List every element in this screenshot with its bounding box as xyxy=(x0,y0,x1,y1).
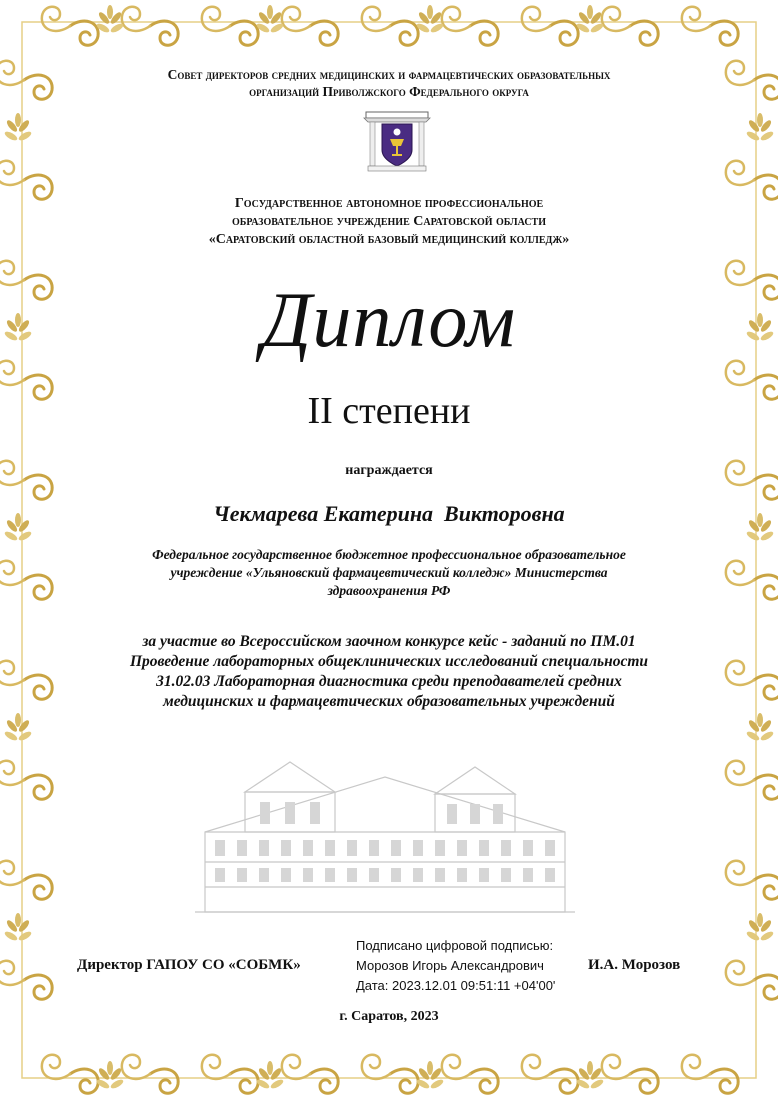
recipient-organization xyxy=(104,546,674,600)
organization-line-1: Федеральное государственное бюджетное профессиональное образовательное xyxy=(152,547,626,562)
participation-line-1: за участие во Всероссийском заочном конкурсе кейс - заданий по ПМ.01 xyxy=(142,633,636,650)
college-emblem-icon xyxy=(360,108,434,176)
participation-text xyxy=(70,632,708,712)
director-title: Директор ГАПОУ СО «СОБМК» xyxy=(77,957,301,973)
participation-line-4: медицинских и фармацевтических образовательных учреждений xyxy=(163,693,615,710)
organization-line-3: здравоохранения РФ xyxy=(327,583,451,598)
digital-signature-block xyxy=(356,936,555,996)
organization-line-2: учреждение «Ульяновский фармацевтический колледж» Министерства xyxy=(170,565,608,580)
director-name: И.А. Морозов xyxy=(588,957,681,973)
diploma-degree: II степени xyxy=(307,390,471,432)
diploma-content xyxy=(60,0,718,1100)
college-line-3: «Саратовский областной базовый медицинский колледж» xyxy=(208,232,570,247)
council-line-1: Совет директоров средних медицинских и фармацевтических образовательных xyxy=(167,67,611,82)
college-heading xyxy=(60,195,718,249)
council-line-2: организаций Приволжского Федерального округа xyxy=(249,84,529,99)
awarded-label: награждается xyxy=(345,463,433,478)
digital-signature-line-3: Дата: 2023.12.01 09:51:11 +04'00' xyxy=(356,978,556,993)
council-heading xyxy=(60,66,718,100)
college-building-watermark xyxy=(185,722,585,922)
college-line-1: Государственное автономное профессиональное xyxy=(234,196,544,211)
college-line-2: образовательное учреждение Саратовской области xyxy=(231,214,546,229)
participation-line-2: Проведение лабораторных общеклинических исследований специальности xyxy=(129,653,649,670)
diploma-title: Диплом xyxy=(261,276,517,363)
recipient-name: Чекмарева Екатерина Викторовна xyxy=(213,501,565,526)
digital-signature-line-1: Подписано цифровой подписью: xyxy=(356,938,554,953)
digital-signature-line-2: Морозов Игорь Александрович xyxy=(356,958,544,973)
participation-line-3: 31.02.03 Лабораторная диагностика среди преподавателей средних xyxy=(156,673,622,690)
city-year: г. Саратов, 2023 xyxy=(339,1009,439,1024)
